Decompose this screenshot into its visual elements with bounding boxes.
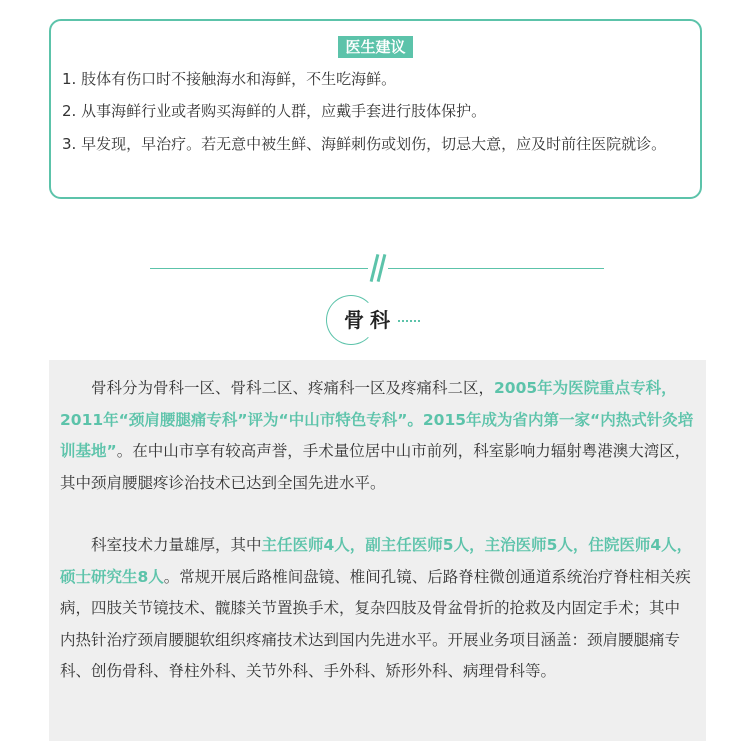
advice-item-3: 3. 早发现，早治疗。若无意中被生鲜、海鲜刺伤或划伤，切忌大意，应及时前往医院就诊。 <box>62 135 667 153</box>
section-title: 骨科 <box>344 308 396 332</box>
intro-paragraph-1 <box>60 373 694 499</box>
section-divider-left <box>150 268 368 269</box>
dots-decoration-icon <box>398 320 420 322</box>
paragraph-highlight: 主任医师4人，副主任医师5人，主治医师5人，住院医师4人，硕士研究生8人 <box>60 536 693 586</box>
advice-item-2: 2. 从事海鲜行业或者购买海鲜的人群，应戴手套进行肢体保护。 <box>62 102 487 120</box>
doctor-advice-title: 医生建议 <box>338 36 413 58</box>
paragraph-text: 科室技术力量雄厚，其中 <box>91 536 262 554</box>
paragraph-highlight: 2005年为医院重点专科，2011年“颈肩腰腿痛专科”评为“中山市特色专科”。2015年成为省内第一家“内热式针灸培训基地” <box>60 379 694 460</box>
paragraph-text: 骨科分为骨科一区、骨科二区、疼痛科一区及疼痛科二区， <box>91 379 495 397</box>
section-divider-right <box>388 268 604 269</box>
paragraph-text: 。在中山市享有较高声誉，手术量位居中山市前列，科室影响力辐射粤港澳大湾区，其中颈肩腰腿疼诊治技术已达到全国先进水平。 <box>60 442 691 492</box>
intro-paragraph-2 <box>60 530 694 688</box>
paragraph-text: 。常规开展后路椎间盘镜、椎间孔镜、后路脊柱微创通道系统治疗脊柱相关疾病，四肢关节镜技术、髋膝关节置换手术，复杂四肢及骨盆骨折的抢救及内固定手术；其中内热针治疗颈肩腰腿软组织疼痛技术达到国内先进水平。开展业务项目涵盖：颈肩腰腿痛专科、创伤骨科、脊柱外科、关节外科、手外科、矫形外科、病理骨科等。 <box>60 567 691 680</box>
advice-item-1: 1. 肢体有伤口时不接触海水和海鲜，不生吃海鲜。 <box>62 70 397 88</box>
